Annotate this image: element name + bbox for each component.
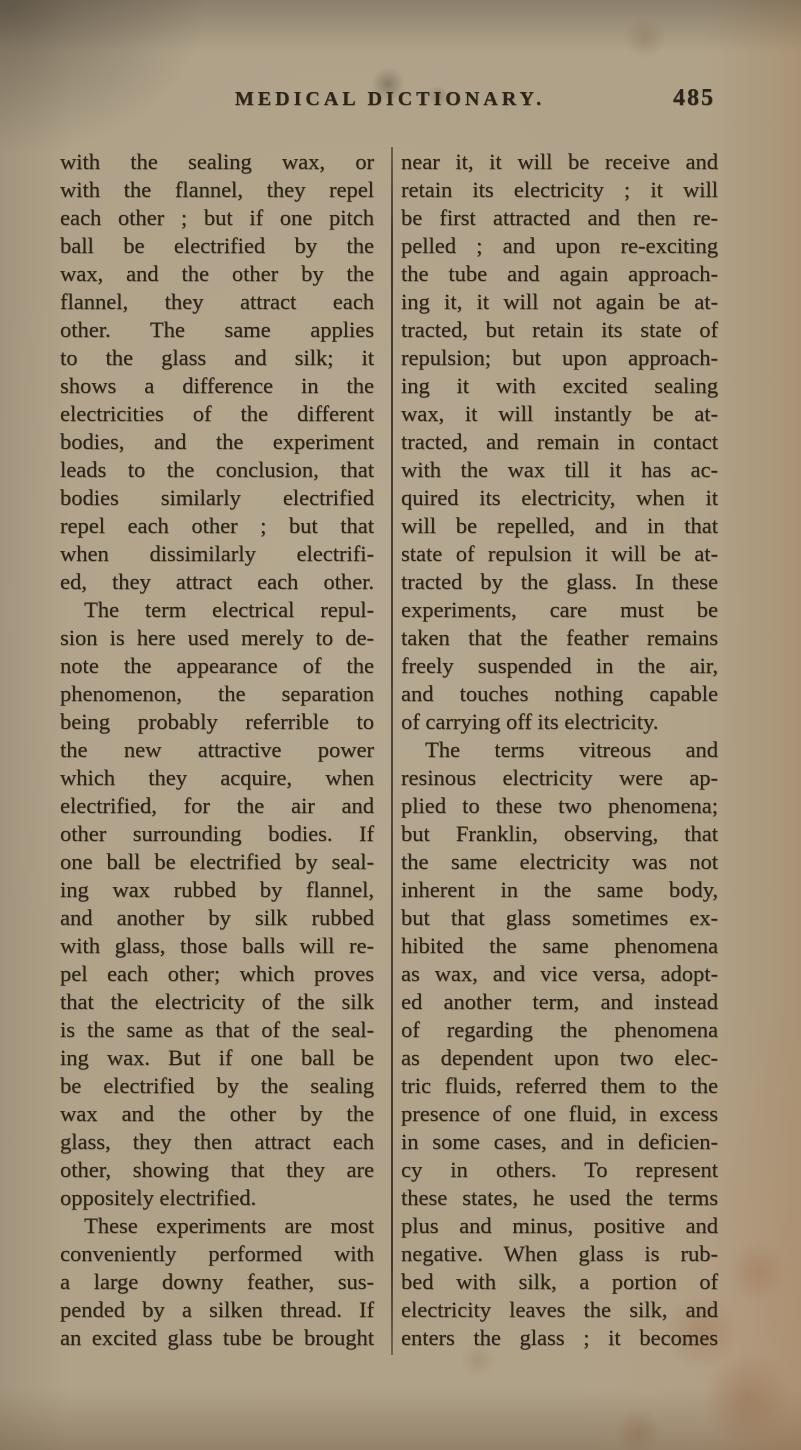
- text-line: presence of one fluid, in excess: [401, 1101, 718, 1126]
- text-line: repel each other ; but that: [60, 513, 374, 538]
- page-number: 485: [673, 85, 715, 111]
- text-line: a large downy feather, sus-: [60, 1269, 374, 1294]
- text-line: to the glass and silk; it: [60, 345, 374, 370]
- text-line: is the same as that of the seal-: [60, 1017, 374, 1042]
- text-line: pended by a silken thread. If: [60, 1297, 374, 1322]
- text-line: but that glass sometimes ex-: [401, 905, 718, 930]
- text-line: enters the glass ; it becomes: [401, 1325, 718, 1350]
- text-line: ball be electrified by the: [60, 233, 374, 258]
- text-line: tric fluids, referred them to the: [401, 1073, 718, 1098]
- text-line: the tube and again approach-: [401, 261, 718, 286]
- text-line: cy in others. To represent: [401, 1157, 718, 1182]
- text-line: when dissimilarly electrifi-: [60, 541, 374, 566]
- text-line: leads to the conclusion, that: [60, 457, 374, 482]
- text-line: plus and minus, positive and: [401, 1213, 718, 1238]
- text-line: plied to these two phenomena;: [401, 793, 718, 818]
- text-line: wax, and the other by the: [60, 261, 374, 286]
- text-line: bed with silk, a portion of: [401, 1269, 718, 1294]
- text-line: electricity leaves the silk, and: [401, 1297, 718, 1322]
- text-line: with the wax till it has ac-: [401, 457, 718, 482]
- text-line: as dependent upon two elec-: [401, 1045, 718, 1070]
- text-line: other surrounding bodies. If: [60, 821, 374, 846]
- text-line: freely suspended in the air,: [401, 653, 718, 678]
- column-divider-rule: [391, 147, 393, 1355]
- text-line: wax, it will instantly be at-: [401, 401, 718, 426]
- text-line: of regarding the phenomena: [401, 1017, 718, 1042]
- text-line: sion is here used merely to de-: [60, 625, 374, 650]
- text-line: ing wax. But if one ball be: [60, 1045, 374, 1070]
- page-title: MEDICAL DICTIONARY.: [234, 88, 546, 110]
- text-line: tracted, but retain its state of: [401, 317, 718, 342]
- text-line: These experiments are most: [84, 1213, 374, 1238]
- text-line: and another by silk rubbed: [60, 905, 374, 930]
- text-line: being probably referrible to: [60, 709, 374, 734]
- text-line: bodies similarly electrified: [60, 485, 374, 510]
- text-line: experiments, care must be: [401, 597, 718, 622]
- text-line: in some cases, and in deficien-: [401, 1129, 718, 1154]
- text-line: pel each other; which proves: [60, 961, 374, 986]
- text-line: taken that the feather remains: [401, 625, 718, 650]
- text-line: retain its electricity ; it will: [401, 177, 718, 202]
- text-line: state of repulsion it will be at-: [401, 541, 718, 566]
- text-line: shows a difference in the: [60, 373, 374, 398]
- text-line: electricities of the different: [60, 401, 374, 426]
- text-line: tracted, and remain in contact: [401, 429, 718, 454]
- text-line: near it, it will be receive and: [401, 149, 718, 174]
- text-line: and touches nothing capable: [401, 681, 718, 706]
- text-line: be first attracted and then re-: [401, 205, 718, 230]
- text-line: tracted by the glass. In these: [401, 569, 718, 594]
- text-line: oppositely electrified.: [60, 1185, 257, 1210]
- text-line: inherent in the same body,: [401, 877, 718, 902]
- text-line: electrified, for the air and: [60, 793, 374, 818]
- text-line: with the flannel, they repel: [60, 177, 374, 202]
- text-line: The terms vitreous and: [425, 737, 718, 762]
- text-line: with the sealing wax, or: [60, 149, 374, 174]
- text-line: of carrying off its electricity.: [401, 709, 659, 734]
- text-line: conveniently performed with: [60, 1241, 374, 1266]
- text-line: be electrified by the sealing: [60, 1073, 374, 1098]
- text-line: note the appearance of the: [60, 653, 374, 678]
- text-line: other. The same applies: [60, 317, 374, 342]
- text-line: ed another term, and instead: [401, 989, 718, 1014]
- text-line: with glass, those balls will re-: [60, 933, 374, 958]
- text-line: ing wax rubbed by flannel,: [60, 877, 374, 902]
- text-line: quired its electricity, when it: [401, 485, 718, 510]
- text-line: the same electricity was not: [401, 849, 718, 874]
- text-line: will be repelled, and in that: [401, 513, 718, 538]
- text-line: but Franklin, observing, that: [401, 821, 718, 846]
- text-line: as wax, and vice versa, adopt-: [401, 961, 718, 986]
- text-line: glass, they then attract each: [60, 1129, 374, 1154]
- text-line: negative. When glass is rub-: [401, 1241, 718, 1266]
- text-line: pelled ; and upon re-exciting: [401, 233, 718, 258]
- text-line: these states, he used the terms: [401, 1185, 718, 1210]
- text-line: ing it, it will not again be at-: [401, 289, 718, 314]
- text-line: ed, they attract each other.: [60, 569, 374, 594]
- text-line: wax and the other by the: [60, 1101, 374, 1126]
- text-line: bodies, and the experiment: [60, 429, 374, 454]
- text-line: one ball be electrified by seal-: [60, 849, 374, 874]
- text-line: other, showing that they are: [60, 1157, 374, 1182]
- text-line: which they acquire, when: [60, 765, 374, 790]
- text-line: resinous electricity were ap-: [401, 765, 718, 790]
- text-line: flannel, they attract each: [60, 289, 374, 314]
- text-line: hibited the same phenomena: [401, 933, 718, 958]
- left-column: [60, 148, 374, 1352]
- text-line: an excited glass tube be brought: [60, 1325, 374, 1350]
- text-line: phenomenon, the separation: [60, 681, 374, 706]
- text-line: the new attractive power: [60, 737, 374, 762]
- right-column: [401, 148, 718, 1352]
- text-line: The term electrical repul-: [84, 597, 374, 622]
- text-line: ing it with excited sealing: [401, 373, 718, 398]
- text-line: that the electricity of the silk: [60, 989, 374, 1014]
- text-line: each other ; but if one pitch: [60, 205, 374, 230]
- text-line: repulsion; but upon approach-: [401, 345, 718, 370]
